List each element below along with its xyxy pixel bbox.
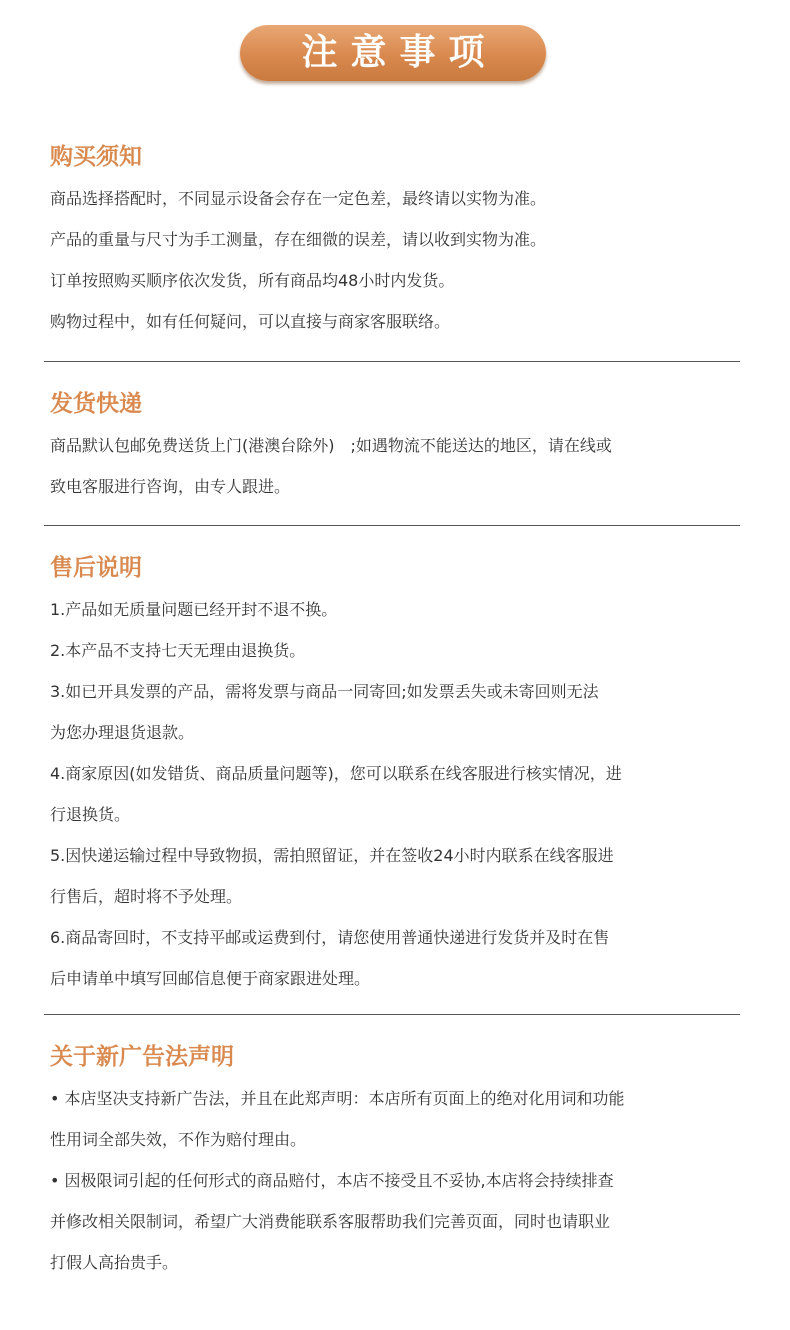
section-line: 购物过程中，如有任何疑问，可以直接与商家客服联络。: [50, 312, 451, 331]
section-line: 订单按照购买顺序依次发货，所有商品均48小时内发货。: [50, 271, 455, 290]
section-line: 并修改相关限制词，希望广大消费能联系客服帮助我们完善页面，同时也请职业: [50, 1212, 611, 1231]
section-line: 商品默认包邮免费送货上门(港澳台除外) ;如遇物流不能送达的地区，请在线或: [50, 436, 612, 455]
divider: [44, 525, 740, 526]
section-line: 商品选择搭配时，不同显示设备会存在一定色差，最终请以实物为准。: [50, 189, 547, 208]
section-line: 3.如已开具发票的产品，需将发票与商品一同寄回;如发票丢失或未寄回则无法: [50, 682, 599, 701]
section-line: • 因极限词引起的任何形式的商品赔付，本店不接受且不妥协,本店将会持续排查: [50, 1171, 614, 1190]
section-heading: 购买须知: [50, 144, 142, 170]
divider: [44, 1014, 740, 1015]
notice-banner: [240, 25, 546, 81]
section-line: 4.商家原因(如发错货、商品质量问题等)，您可以联系在线客服进行核实情况，进: [50, 764, 622, 783]
section-line: 打假人高抬贵手。: [50, 1253, 179, 1272]
section-line: 后申请单中填写回邮信息便于商家跟进处理。: [50, 969, 371, 988]
section-line: 性用词全部失效，不作为赔付理由。: [50, 1130, 307, 1149]
section-line: 为您办理退货退款。: [50, 723, 195, 742]
section-line: 1.产品如无质量问题已经开封不退不换。: [50, 600, 338, 619]
section-line: 2.本产品不支持七天无理由退换货。: [50, 641, 306, 660]
section-after-sales: [50, 553, 744, 999]
section-line: 6.商品寄回时，不支持平邮或运费到付，请您使用普通快递进行发货并及时在售: [50, 928, 610, 947]
section-line: • 本店坚决支持新广告法，并且在此郑声明：本店所有页面上的绝对化用词和功能: [50, 1089, 625, 1108]
section-heading: 售后说明: [50, 555, 142, 581]
section-heading: 发货快递: [50, 391, 142, 417]
section-line: 5.因快递运输过程中导致物损，需拍照留证，并在签收24小时内联系在线客服进: [50, 846, 614, 865]
section-line: 行售后，超时将不予处理。: [50, 887, 243, 906]
section-heading: 关于新广告法声明: [50, 1044, 234, 1070]
banner-title: 注意事项: [301, 32, 498, 73]
divider: [44, 361, 740, 362]
section-ad-law-statement: [50, 1042, 744, 1283]
section-line: 致电客服进行咨询，由专人跟进。: [50, 477, 291, 496]
section-shipping: [50, 389, 744, 507]
section-line: 产品的重量与尺寸为手工测量，存在细微的误差，请以收到实物为准。: [50, 230, 547, 249]
section-line: 行退换货。: [50, 805, 131, 824]
section-purchase-notice: [50, 142, 744, 342]
